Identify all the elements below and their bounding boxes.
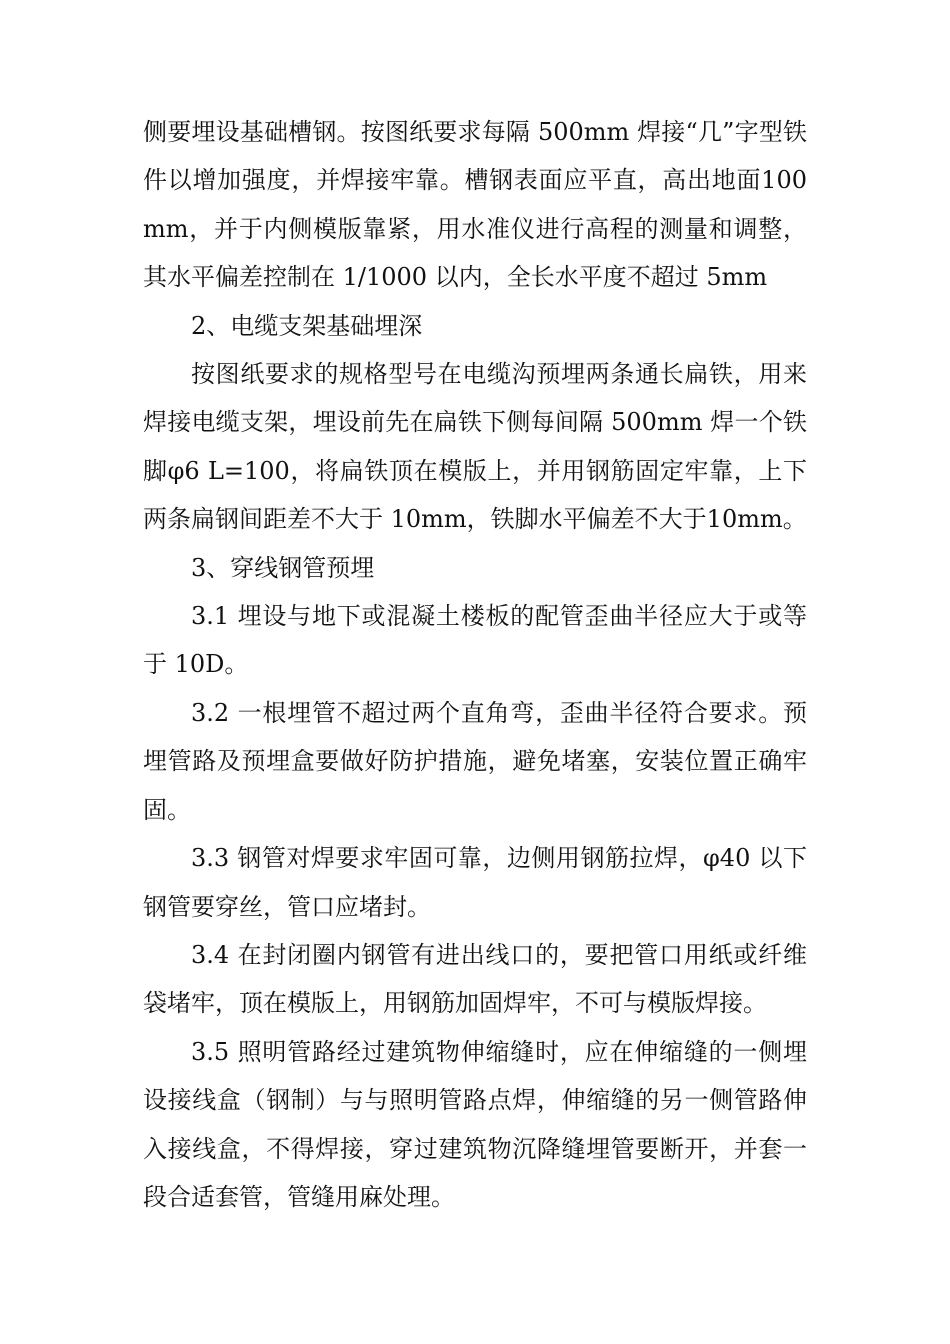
paragraph-item-3-1: 3.1 埋设与地下或混凝土楼板的配管歪曲半径应大于或等于 10D。	[143, 602, 807, 679]
paragraph-item-3-4: 3.4 在封闭圈内钢管有进出线口的，要把管口用纸或纤维袋堵牢，顶在模版上，用钢筋加固焊牢，不可与模版焊接。	[143, 940, 807, 1018]
heading-cable-bracket-foundation: 2、电缆支架基础埋深	[191, 311, 423, 340]
heading-conduit-embedding: 3、穿线钢管预埋	[191, 553, 375, 582]
paragraph-item-3-2: 3.2 一根埋管不超过两个直角弯，歪曲半径符合要求。预埋管路及预埋盒要做好防护措施，避免堵塞，安装位置正确牢固。	[143, 698, 807, 824]
paragraph-cable-bracket-foundation: 按图纸要求的规格型号在电缆沟预埋两条通长扁铁，用来焊接电缆支架，埋设前先在扁铁下侧每间隔 500mm 焊一个铁脚φ6 L=100，将扁铁顶在模版上，并用钢筋固定牢靠，上下两条扁钢间距差不大于 10mm，铁脚水平偏差不大于10mm。	[143, 360, 807, 534]
paragraph-item-3-3: 3.3 钢管对焊要求牢固可靠，边侧用钢筋拉焊，φ40 以下钢管要穿丝，管口应堵封。	[143, 844, 807, 921]
paragraph-channel-steel-continued: 侧要埋设基础槽钢。按图纸要求每隔 500mm 焊接“几”字型铁件以增加强度，并焊接牢靠。槽钢表面应平直，高出地面100mm，并于内侧模版靠紧，用水准仪进行高程的测量和调整，其水平偏差控制在 1/1000 以内，全长水平度不超过 5mm	[143, 118, 807, 292]
document-body	[143, 108, 807, 1221]
paragraph-item-3-5: 3.5 照明管路经过建筑物伸缩缝时，应在伸缩缝的一侧埋设接线盒（钢制）与与照明管路点焊，伸缩缝的另一侧管路伸入接线盒，不得焊接，穿过建筑物沉降缝埋管要断开，并套一段合适套管，管缝用麻处理。	[143, 1037, 807, 1211]
